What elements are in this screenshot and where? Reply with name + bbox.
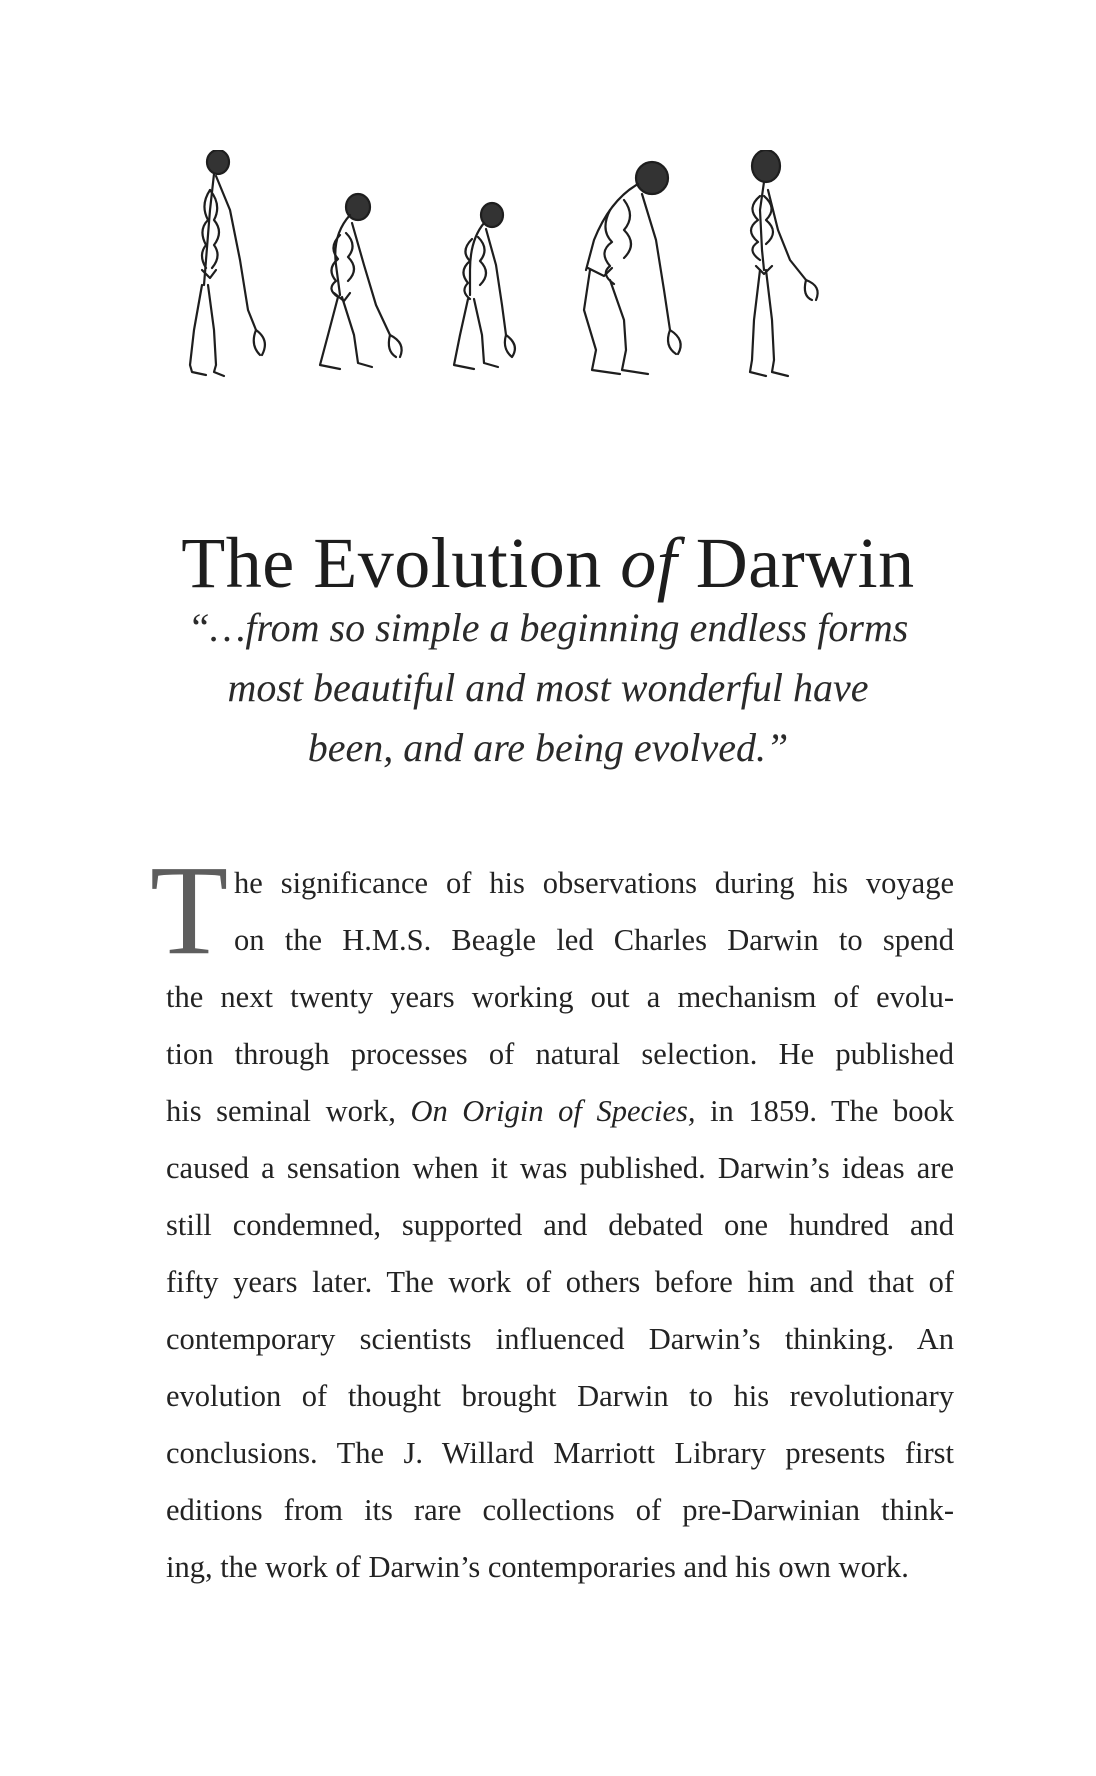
- body-line: evolution of thought brought Darwin to his revolutionary: [166, 1379, 954, 1413]
- quote-line: “…from so simple a beginning endless forms: [187, 605, 909, 650]
- chimpanzee-skeleton: [454, 203, 515, 369]
- gorilla-skeleton: [584, 162, 681, 374]
- title-text-of: of: [620, 523, 678, 604]
- gibbon-skeleton: [190, 150, 265, 376]
- body-line: he significance of his observations during his voyage: [234, 866, 954, 900]
- title-text-darwin: Darwin: [677, 523, 915, 604]
- body-line: contemporary scientists influenced Darwin’s thinking. An: [166, 1322, 954, 1356]
- body-line: editions from its rare collections of pre-Darwinian think-: [166, 1493, 954, 1527]
- body-line: still condemned, supported and debated one hundred and: [166, 1208, 954, 1242]
- body-paragraph: [166, 855, 954, 1596]
- body-line: fifty years later. The work of others before him and that of: [166, 1265, 954, 1299]
- page-title: [0, 518, 1096, 608]
- epigraph-quote: [120, 598, 976, 778]
- quote-line: been, and are being evolved.”: [307, 725, 789, 770]
- body-line: the next twenty years working out a mechanism of evolu-: [166, 980, 954, 1014]
- human-skeleton: [750, 150, 818, 376]
- body-line: caused a sensation when it was published. Darwin’s ideas are: [166, 1151, 954, 1185]
- body-line: tion through processes of natural selection. He published: [166, 1037, 954, 1071]
- quote-line: most beautiful and most wonderful have: [227, 665, 869, 710]
- orangutan-skeleton: [320, 194, 402, 369]
- body-text-segment: in 1859. The book: [695, 1094, 954, 1128]
- body-text-segment: his seminal work,: [166, 1094, 411, 1128]
- drop-cap: T: [150, 839, 229, 981]
- body-line: on the H.M.S. Beagle led Charles Darwin to spend: [234, 923, 954, 957]
- book-title: On Origin of Species,: [410, 1094, 696, 1128]
- body-line: ing, the work of Darwin’s contemporaries and his own work.: [166, 1550, 909, 1584]
- body-line-with-book-title: [166, 1083, 954, 1140]
- skeleton-evolution-illustration: [180, 150, 940, 440]
- title-text-main: The Evolution: [181, 523, 621, 604]
- body-line: conclusions. The J. Willard Marriott Library presents first: [166, 1436, 954, 1470]
